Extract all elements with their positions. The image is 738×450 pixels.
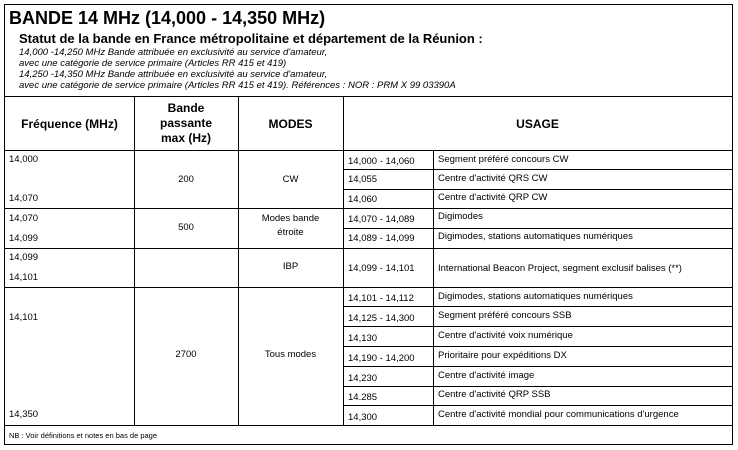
row-divider (343, 228, 732, 229)
freq-start: 14,099 (9, 252, 39, 263)
usage-range: 14,099 - 14,101 (348, 263, 415, 274)
mode-value: IBP (282, 261, 299, 272)
usage-text: Prioritaire pour expéditions DX (438, 350, 567, 361)
mode-value: étroite (277, 227, 304, 238)
usage-range: 14,055 (348, 174, 378, 185)
freq-end: 14,350 (9, 409, 39, 420)
usage-range: 14,000 - 14,060 (348, 156, 415, 167)
usage-text: Centre d'activité QRP CW (438, 192, 548, 203)
freq-end: 14,070 (9, 193, 39, 204)
usage-range: 14,070 - 14,089 (348, 214, 415, 225)
usage-range: 14,300 (348, 412, 378, 423)
header-bottom-border (5, 150, 732, 151)
bandwidth-value: 2700 (175, 349, 197, 360)
usage-text: Centre d'activité QRP SSB (438, 389, 551, 400)
mode-value: CW (282, 174, 299, 185)
usage-text: Segment préféré concours SSB (438, 310, 572, 321)
row-divider (343, 306, 732, 307)
freq-end: 14,099 (9, 233, 39, 244)
header-bandwidth: passante (159, 116, 213, 130)
bandwidth-value: 500 (178, 222, 194, 233)
mode-value: Modes bande (261, 213, 320, 224)
header-frequency: Fréquence (MHz) (21, 117, 118, 131)
usage-text: Digimodes, stations automatiques numériques (438, 291, 633, 302)
usage-text: Segment préféré concours CW (438, 154, 569, 165)
row-divider (343, 366, 732, 367)
table-bottom-border (5, 425, 732, 426)
freq-start: 14,101 (9, 312, 39, 323)
usage-range: 14.285 (348, 392, 378, 403)
status-note: avec une catégorie de service primaire (Articles RR 415 et 419). Références : NOR : PRM X 99 03390A (19, 80, 456, 91)
usage-range: 14,060 (348, 194, 378, 205)
freq-start: 14,070 (9, 213, 39, 224)
band-document (4, 4, 733, 445)
usage-text: Centre d'activité QRS CW (438, 173, 548, 184)
group-divider (5, 287, 732, 288)
status-subtitle: Statut de la bande en France métropolitaine et département de la Réunion : (19, 31, 483, 46)
mode-value: Tous modes (264, 349, 317, 360)
freq-start: 14,000 (9, 154, 39, 165)
header-bandwidth: max (Hz) (160, 131, 211, 145)
header-modes: MODES (268, 117, 313, 131)
usage-text: Centre d'activité mondial pour communications d'urgence (438, 409, 679, 420)
usage-range: 14,190 - 14,200 (348, 353, 415, 364)
status-note: 14,000 -14,250 MHz Bande attribuée en exclusivité au service d'amateur, (19, 47, 328, 58)
status-note: avec une catégorie de service primaire (Articles RR 415 et 419) (19, 58, 287, 69)
status-note: 14,250 -14,350 MHz Bande attribuée en exclusivité au service d'amateur, (19, 69, 328, 80)
usage-range: 14,125 - 14,300 (348, 313, 415, 324)
bandwidth-value: 200 (178, 174, 194, 185)
header-usage: USAGE (516, 117, 559, 131)
page-title: BANDE 14 MHz (14,000 - 14,350 MHz) (9, 8, 326, 28)
row-divider (343, 326, 732, 327)
group-divider (5, 208, 732, 209)
column-divider (433, 150, 434, 425)
row-divider (343, 386, 732, 387)
footnote: NB : Voir définitions et notes en bas de page (9, 431, 158, 440)
usage-text: Digimodes (438, 211, 483, 222)
row-divider (343, 346, 732, 347)
usage-text: International Beacon Project, segment exclusif balises (**) (438, 263, 682, 274)
row-divider (343, 169, 732, 170)
usage-range: 14,130 (348, 333, 378, 344)
usage-range: 14,089 - 14,099 (348, 233, 415, 244)
freq-end: 14,101 (9, 272, 39, 283)
column-divider (343, 96, 344, 425)
usage-range: 14,101 - 14,112 (348, 293, 414, 304)
group-divider (5, 248, 732, 249)
usage-text: Digimodes, stations automatiques numériques (438, 231, 633, 242)
row-divider (343, 405, 732, 406)
table-top-border (5, 96, 732, 97)
usage-text: Centre d'activité voix numérique (438, 330, 573, 341)
row-divider (343, 189, 732, 190)
usage-range: 14,230 (348, 373, 378, 384)
header-bandwidth: Bande (167, 101, 205, 115)
usage-text: Centre d'activité image (438, 370, 535, 381)
